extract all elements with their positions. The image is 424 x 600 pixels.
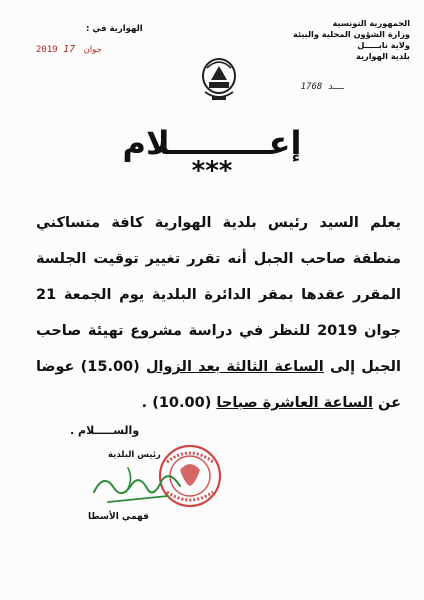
reference-number xyxy=(301,82,344,92)
new-time-underlined: الساعة الثالثة بعد الزوال xyxy=(145,359,324,375)
reference-prefix: ــد xyxy=(327,82,344,92)
body-line xyxy=(36,349,401,385)
mayor-title: رئيس البلدية xyxy=(108,450,161,460)
date-stamp-month: جوان xyxy=(83,45,102,55)
handwritten-signature-icon xyxy=(88,462,198,510)
body-line: جوان 2019 للنظر في دراسة مشروع تهيئة صاحب xyxy=(36,323,401,339)
date-stamp-year: 2019 xyxy=(36,45,58,55)
closing-greeting: والســـــلام . xyxy=(70,424,140,437)
body-line: يعلم السيد رئيس بلدية الهوارية كافة متساكني xyxy=(36,215,401,231)
notice-title: إعـــــــــلام xyxy=(122,124,302,162)
ministry-line: ولاية نابـــــل xyxy=(357,40,410,50)
date-stamp-day: 17 xyxy=(63,44,76,55)
ministry-line: وزارة الشؤون المحلية والبيئة xyxy=(292,29,410,39)
ministry-line: الجمهورية التونسية xyxy=(332,18,410,28)
date-stamp xyxy=(36,44,105,55)
mayor-name: فهمي الأسطا xyxy=(88,512,149,522)
body-text-fragment: (15.00) عوضا xyxy=(36,359,140,375)
body-line xyxy=(36,385,401,421)
notice-body xyxy=(36,205,401,421)
body-text-fragment: (10.00) . xyxy=(141,395,212,411)
reference-value: 1768 xyxy=(300,82,323,92)
republic-emblem-icon xyxy=(197,54,241,104)
body-line: منطقة صاحب الجبل أنه تقرر تغيير توقيت الجلسة xyxy=(36,251,401,267)
body-line: المقرر عقدها بمقر الدائرة البلدية يوم الجمعة 21 xyxy=(36,287,401,303)
body-text-fragment: عن xyxy=(372,395,401,411)
body-text-fragment: الجبل إلى xyxy=(323,359,401,375)
place-date-label: الهوارية في : xyxy=(86,24,143,34)
ministry-header xyxy=(250,18,410,62)
old-time-underlined: الساعة العاشرة صباحا xyxy=(216,395,373,411)
title-separator: *** xyxy=(191,156,233,186)
ministry-line: بلدية الهوارية xyxy=(355,51,410,61)
